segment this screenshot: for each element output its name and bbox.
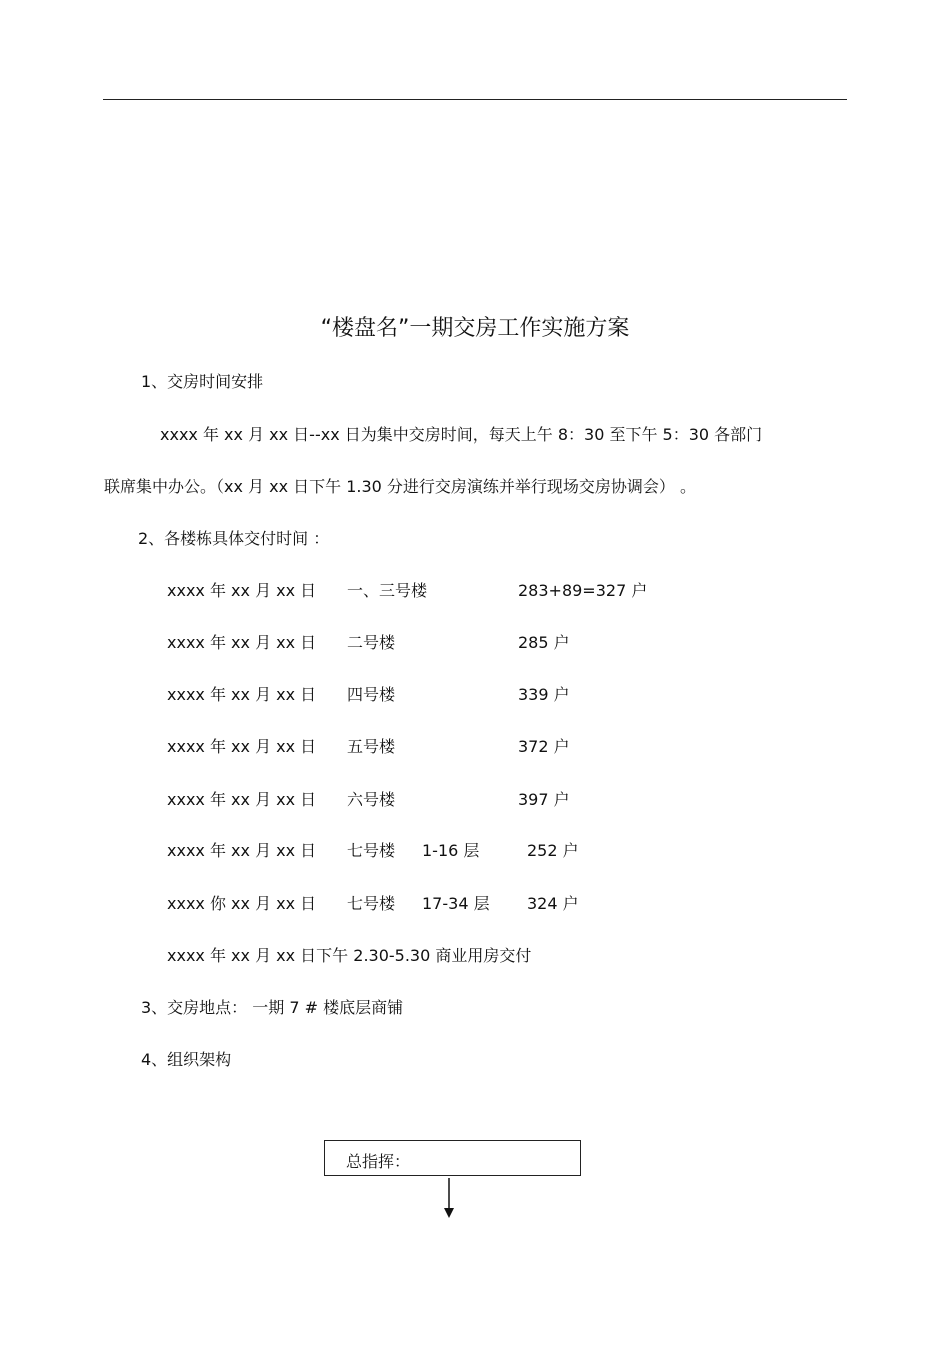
- down-arrow-icon: [441, 1178, 457, 1220]
- section-3-heading: 3、交房地点： 一期 7 # 楼底层商铺: [141, 998, 404, 1017]
- section-4-heading: 4、组织架构: [141, 1050, 232, 1069]
- delivery-count: 372 户: [518, 737, 570, 756]
- delivery-date: xxxx 年 xx 月 xx 日: [167, 737, 317, 756]
- delivery-building: 二号楼: [347, 633, 396, 652]
- commercial-delivery-line: xxxx 年 xx 月 xx 日下午 2.30-5.30 商业用房交付: [167, 946, 532, 965]
- delivery-building: 六号楼: [347, 790, 396, 809]
- delivery-building: 七号楼: [347, 894, 396, 913]
- delivery-count: 339 户: [518, 685, 570, 704]
- section-2-heading: 2、各楼栋具体交付时间 ：: [138, 529, 330, 548]
- delivery-building: 七号楼: [347, 841, 396, 860]
- delivery-date: xxxx 年 xx 月 xx 日: [167, 581, 317, 600]
- delivery-count: 252 户: [527, 841, 579, 860]
- schedule-paragraph-line-2: 联席集中办公。（xx 月 xx 日下午 1.30 分进行交房演练并举行现场交房协调会） 。: [104, 477, 697, 496]
- delivery-date: xxxx 年 xx 月 xx 日: [167, 841, 317, 860]
- delivery-count: 324 户: [527, 894, 579, 913]
- section-1-heading: 1、交房时间安排: [141, 372, 264, 391]
- delivery-count: 283+89=327 户: [518, 581, 648, 600]
- delivery-floors: 1-16 层: [422, 841, 480, 860]
- delivery-building: 四号楼: [347, 685, 396, 704]
- delivery-date: xxxx 年 xx 月 xx 日: [167, 633, 317, 652]
- delivery-count: 397 户: [518, 790, 570, 809]
- delivery-building: 五号楼: [347, 737, 396, 756]
- schedule-paragraph-line-1: xxxx 年 xx 月 xx 日--xx 日为集中交房时间，每天上午 8：30 至下午 5：30 各部门: [160, 425, 763, 444]
- delivery-floors: 17-34 层: [422, 894, 490, 913]
- delivery-date: xxxx 年 xx 月 xx 日: [167, 790, 317, 809]
- delivery-count: 285 户: [518, 633, 570, 652]
- delivery-date: xxxx 年 xx 月 xx 日: [167, 685, 317, 704]
- delivery-date: xxxx 你 xx 月 xx 日: [167, 894, 317, 913]
- commander-label: 总指挥：: [346, 1152, 411, 1171]
- header-rule: [103, 99, 847, 100]
- commander-box: [324, 1140, 581, 1176]
- delivery-building: 一、三号楼: [347, 581, 428, 600]
- document-title: “楼盘名”一期交房工作实施方案: [320, 316, 630, 341]
